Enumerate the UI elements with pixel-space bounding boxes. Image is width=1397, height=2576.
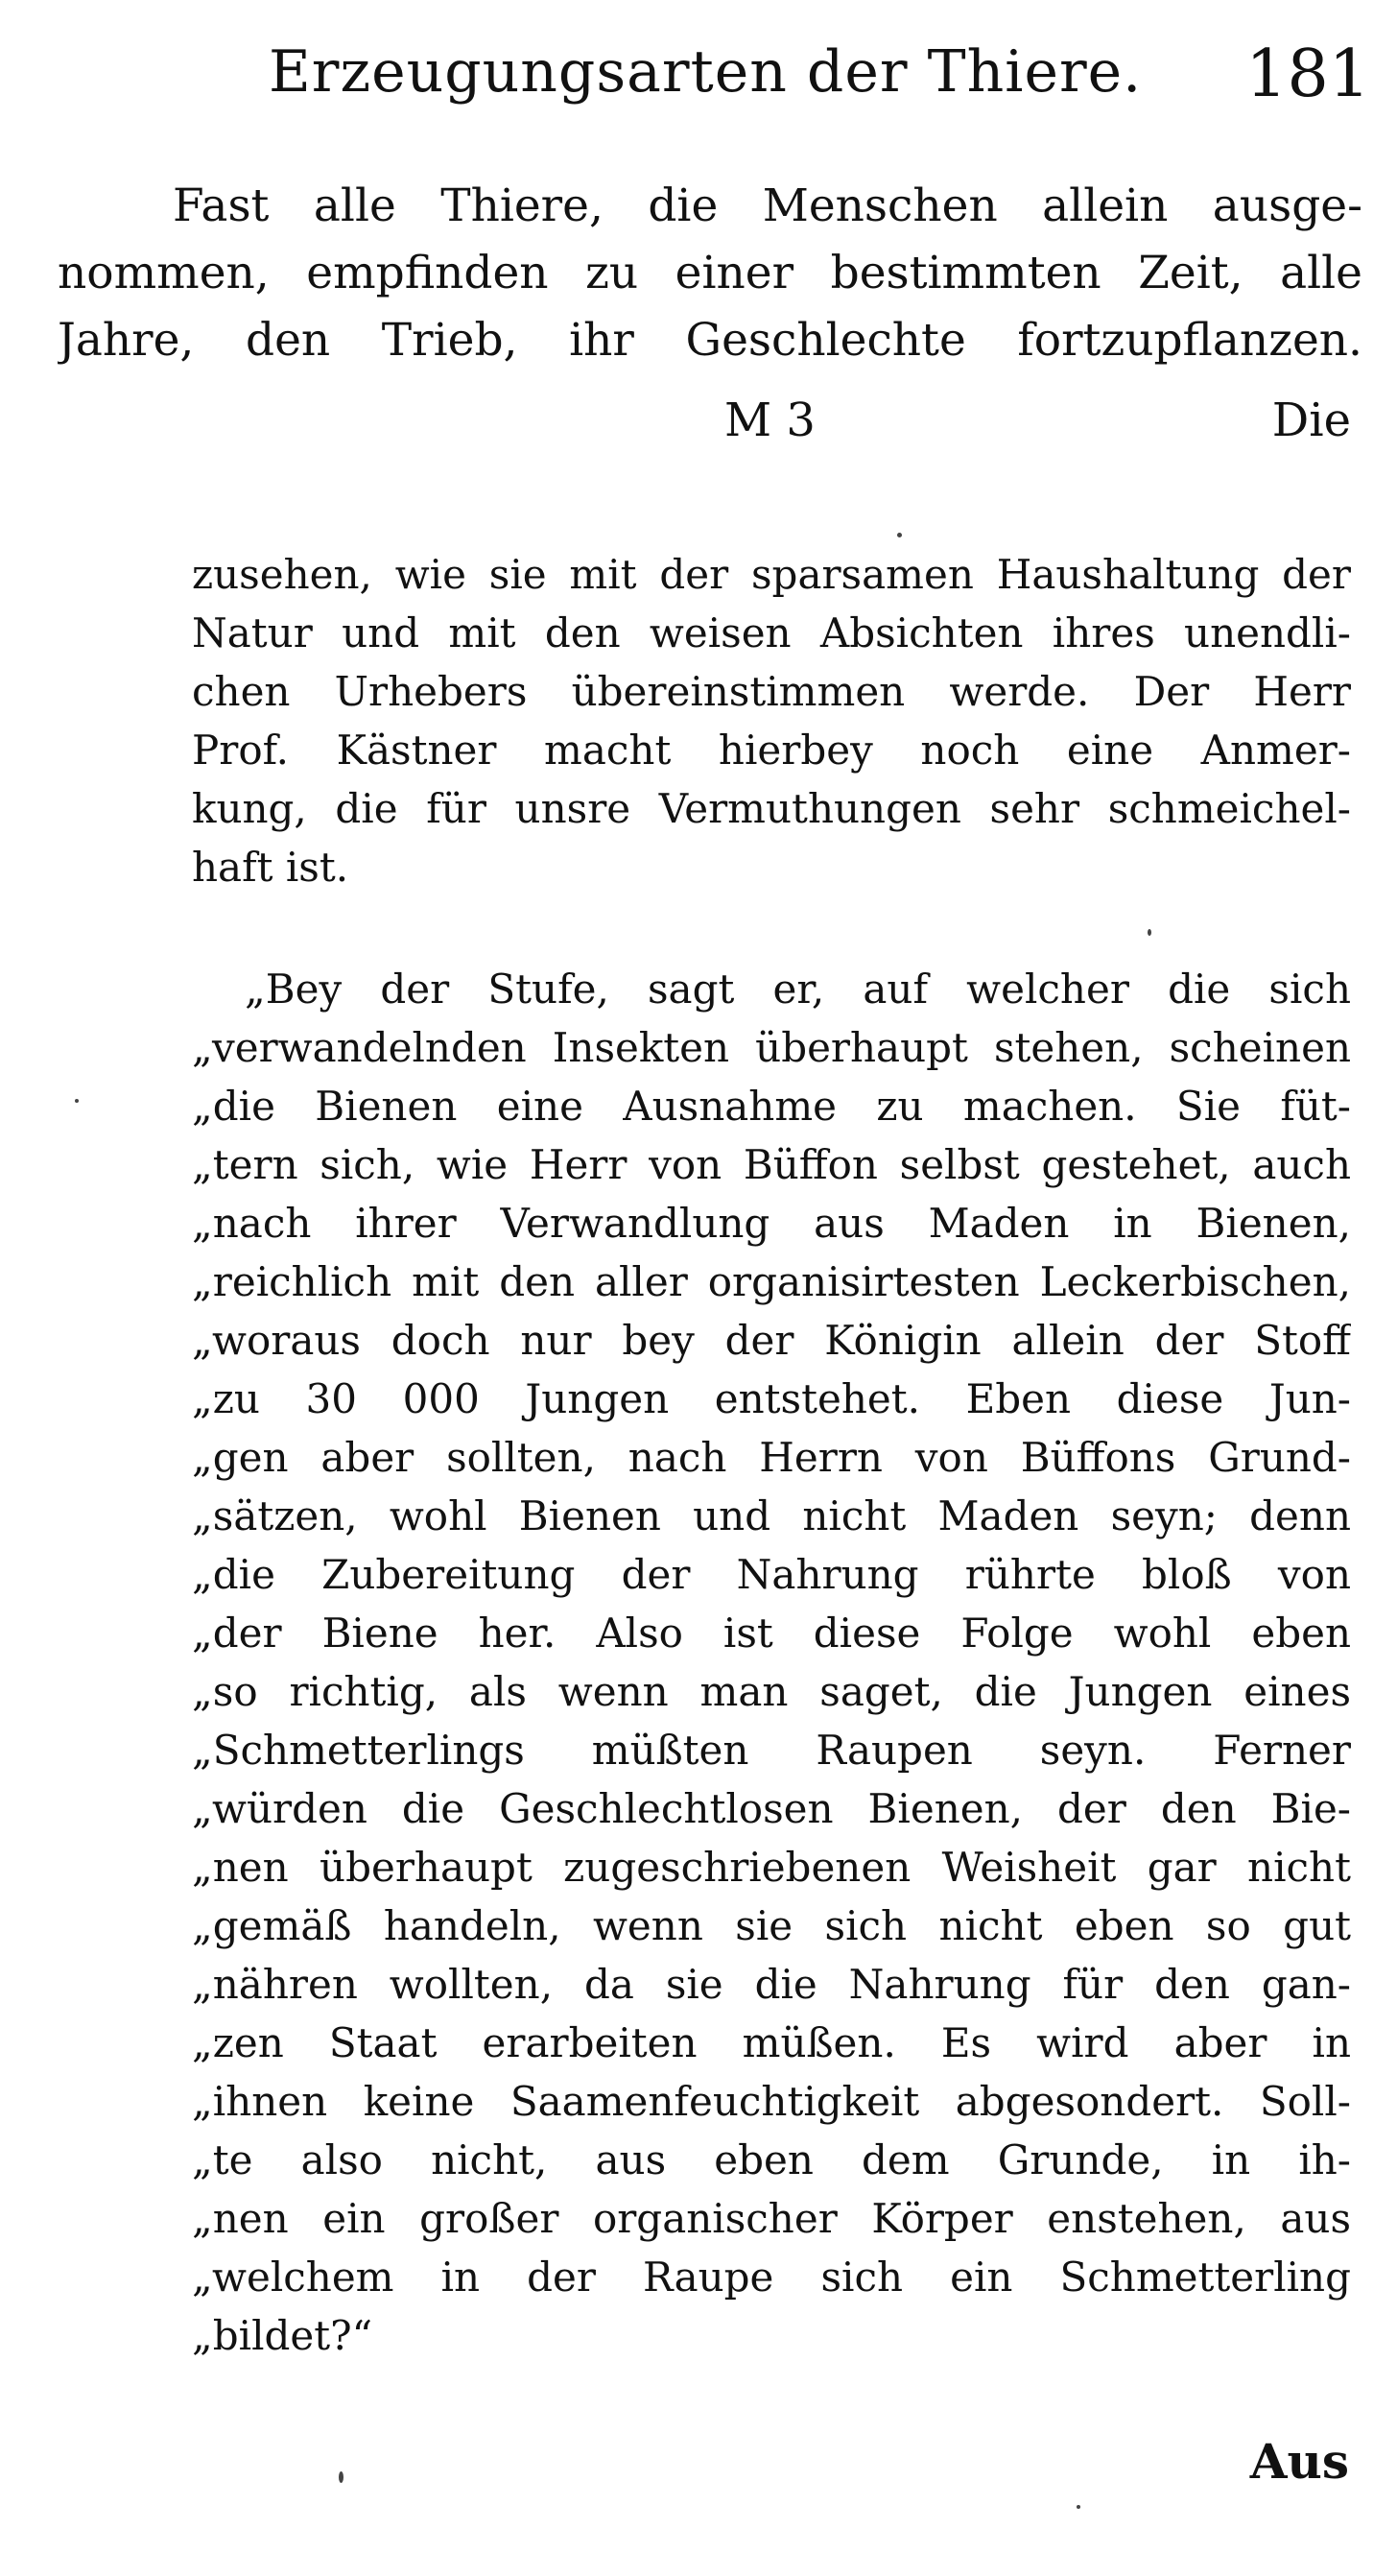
text-line: „die Zubereitung der Nahrung rührte bloß von (192, 1551, 1351, 1598)
text-line: „tern sich, wie Herr von Büffon selbst gestehet, auch (192, 1141, 1351, 1188)
text-line: nommen, empfinden zu einer bestimmten Zeit, alle (58, 247, 1362, 299)
print-speck (1077, 2505, 1080, 2509)
text-line: „nähren wollten, da sie die Nahrung für den gan- (192, 1961, 1351, 2008)
text-line: „woraus doch nur bey der Königin allein der Stoff (192, 1317, 1351, 1364)
main-text (58, 173, 1362, 374)
text-line: „zen Staat erarbeiten müßen. Es wird aber in (192, 2019, 1351, 2066)
text-line: „reichlich mit den aller organisirtesten Leckerbischen, (192, 1258, 1351, 1305)
text-line: chen Urhebers übereinstimmen werde. Der Herr (192, 668, 1351, 715)
text-line: „gen aber sollten, nach Herrn von Büffons Grund- (192, 1434, 1351, 1481)
page-number: 181 (1245, 36, 1370, 112)
text-line: Fast alle Thiere, die Menschen allein ausge- (173, 179, 1362, 232)
text-line: „nen überhaupt zugeschriebenen Weisheit gar nicht (192, 1844, 1351, 1891)
text-line: „nach ihrer Verwandlung aus Maden in Bienen, (192, 1200, 1351, 1247)
text-line: „würden die Geschlechtlosen Bienen, der den Bie- (192, 1785, 1351, 1832)
text-line: „die Bienen eine Ausnahme zu machen. Sie füt- (192, 1083, 1351, 1130)
text-line: kung, die für unsre Vermuthungen sehr schmeichel- (192, 785, 1351, 832)
text-line: „te also nicht, aus eben dem Grunde, in ih- (192, 2136, 1351, 2183)
text-line: „so richtig, als wenn man saget, die Jungen eines (192, 1668, 1351, 1715)
text-line: „zu 30 000 Jungen entstehet. Eben diese Jun- (192, 1375, 1351, 1422)
footnote-paragraph (192, 545, 1351, 896)
catchword: Die (1271, 394, 1351, 447)
signature-row (0, 394, 1397, 461)
text-line: „Bey der Stufe, sagt er, auf welcher die sich (245, 966, 1351, 1013)
text-line: „verwandelnden Insekten überhaupt stehen, scheinen (192, 1024, 1351, 1071)
text-line: zusehen, wie sie mit der sparsamen Haushaltung der (192, 551, 1351, 598)
text-line: „Schmetterlings müßten Raupen seyn. Ferner (192, 1727, 1351, 1774)
text-line: Natur und mit den weisen Absichten ihres unendli- (192, 609, 1351, 656)
text-line: „welchem in der Raupe sich ein Schmetterling (192, 2254, 1351, 2301)
text-line: „gemäß handeln, wenn sie sich nicht eben so gut (192, 1902, 1351, 1949)
text-line: Jahre, den Trieb, ihr Geschlechte fortzupflanzen. (58, 314, 1362, 367)
text-line: „ihnen keine Saamenfeuchtigkeit abgesondert. Soll- (192, 2078, 1351, 2125)
print-speck (75, 1099, 79, 1103)
catchword: Aus (1249, 2433, 1349, 2490)
text-line: „der Biene her. Also ist diese Folge wohl eben (192, 1610, 1351, 1657)
text-line: „sätzen, wohl Bienen und nicht Maden seyn; denn (192, 1492, 1351, 1539)
print-speck (339, 2471, 343, 2483)
running-head: Erzeugungsarten der Thiere. (269, 38, 1143, 106)
text-line: haft ist. (192, 844, 349, 891)
text-line: „bildet?“ (192, 2312, 373, 2359)
quotation (192, 960, 1351, 2365)
signature-mark: M 3 (724, 394, 816, 447)
print-speck (897, 533, 902, 537)
print-speck (1148, 929, 1151, 936)
text-line: „nen ein großer organischer Körper enstehen, aus (192, 2195, 1351, 2242)
text-line: Prof. Kästner macht hierbey noch eine Anmer- (192, 727, 1351, 774)
